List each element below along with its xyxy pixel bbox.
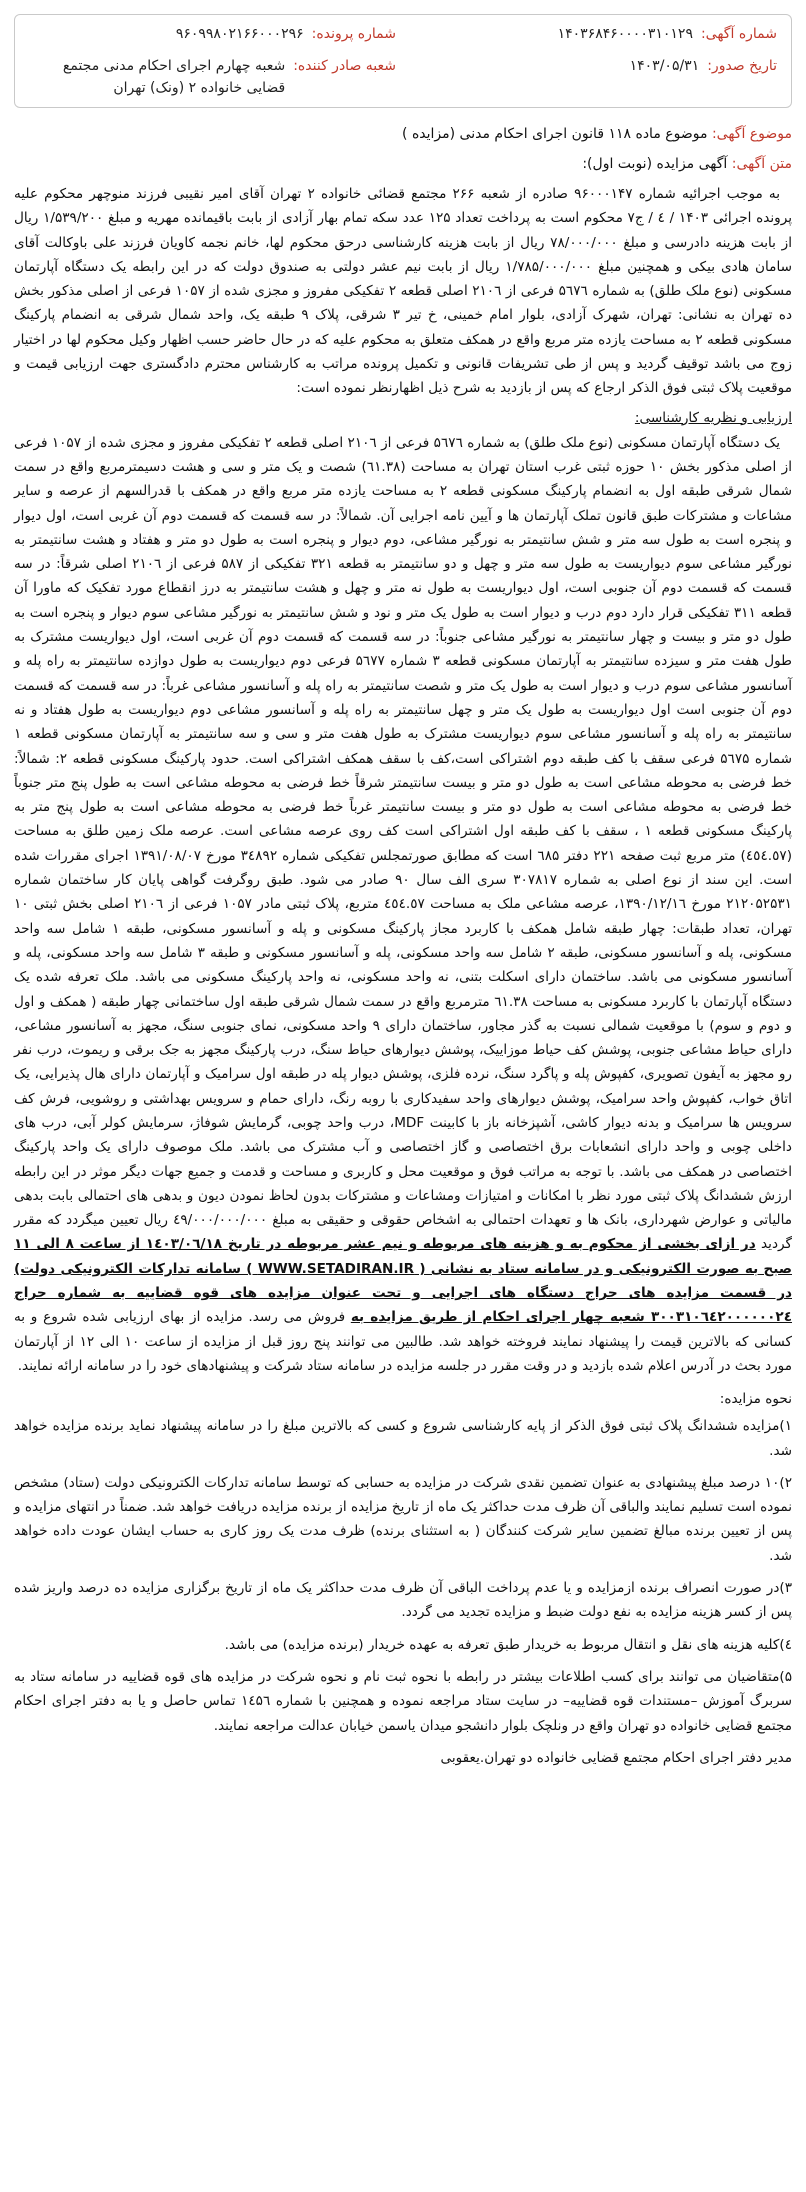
condition-item: ۲)۱۰ درصد مبلغ پیشنهادی به عنوان تضمین نقدی شرکت در مزایده به حسابی که توسط سامانه تدارکات الکترونیکی دولت (ستاد) مشخص نموده است تسلیم نمایند والباقی آن ظرف مدت حداکثر یک ماه از تاریخ مزایده از برنده مزایده دریافت خواهد شد. ضمناً در انتهای مزایده و پس از تعیین برنده مبالغ تضمین سایر شرکت کنندگان ( به استثنای برنده) ظرف مدت یک روز کاری به حساب ایشان عودت داده خواهد شد.	[14, 1474, 792, 1564]
signature-line: مدیر دفتر اجرای احکام مجتمع قضایی خانواده دو تهران.یعقوبی	[440, 1749, 792, 1766]
branch-cell	[29, 55, 396, 99]
notice-header	[14, 14, 792, 108]
appraisal-main-text: یک دستگاه آپارتمان مسکونی (نوع ملک طلق) به شماره ۵٦۷٦ فرعی از ۲۱۰٦ اصلی قطعه ۲ تفکیکی مفروز و مجزی شده از ۱۰۵۷ فرعی از اصلی مذکور بخش ۱۰ حوزه ثبتی غرب استان تهران به مساحت (٦۱.۳۸) شصت و یک متر و سی و هشت دسیمترمربع واقع در سمت شمال شرقی طبقه اول به انضمام پارکینگ مسکونی قطعه ۲ به مساحت یازده متر مربع واقع در همکف با قدرالسهم از عرصه و سایر مشاعات و مشترکات طبق قانون تملک آپارتمان ها و آیین نامه اجرایی آن. شمالاً: در سه قسمت که قسمت دوم آن غربی است، اول دیوار و پنجره است به طول سه متر و شش سانتیمتر به نورگیر مشاعی، دوم دیوار و پنجره است به طول دو متر و هفتاد و هشت سانتیمتر به نورگیر مشاعی سوم دیواریست به طول سه متر و چهل و دو سانتیمتر به قطعه ۳۲۱ تفکیکی از ۵۸۷ فرعی از ۲۱۰٦ اصلی شرقاً: در سه قسمت که قسمت دوم آن جنوبی است، اول دیواریست به طول نه متر و چهل و هشت سانتیمتر به درز انقطاع مورد تفکیک که ماورا آن قطعه ۳۱۱ تفکیکی قرار دارد دوم درب و دیوار است به طول یک متر و نود و شش سانتیمتر به نورگیر مشاعی سوم دیوار و پنجره است به طول دو متر و بیست و چهار سانتیمتر به نورگیر مشاعی جنوباً: در سه قسمت که قسمت دوم آن غربی است، اول دیواریست مشترک به طول هفت متر و سیزده سانتیمتر به آپارتمان مسکونی قطعه ۳ شماره ۵٦۷۷ فرعی دوم دیواریست به طول دوازده سانتیمتر به راه پله و آسانسور مشاعی سوم درب و دیوار است به طول یک متر و شصت سانتیمتر به راه پله و آسانسور مشاعی غرباً: در سه قسمت که قسمت دوم آن جنوبی است اول دیواریست به طول یک متر و چهل سانتیمتر به راه پله و آسانسور مشاعی دوم دیواریست به طول هفتاد و نه سانتیمتر به راه پله و آسانسور مشاعی سوم دیواریست مشترک به طول هفت متر و سی و سه سانتیمتر به آپارتمان مسکونی قطعه ۱ شماره ۵٦۷۵ فرعی سقف با کف طبقه دوم اشتراکی است،کف با سقف همکف اشتراکی است. حدود پارکینگ مسکونی قطعه ۲: شمالاً: خط فرضی به محوطه مشاعی است به طول دو متر و بیست سانتیمتر شرقاً خط فرضی به محوطه مشاعی است به طول پنج متر جنوباً خط فرضی به محوطه مشاعی است به طول دو متر و بیست سانتیمتر غرباً خط فرضی به محوطه مشاعی است به طول پنج متر به پارکینگ مسکونی قطعه ۱ ، سقف با کف طبقه اول اشتراکی است کف روی عرصه مشاعی است. عرصه ملک زمین طلق به مساحت (٤٥٤.٥۷) متر مربع ثبت صفحه ۲۲۱ دفتر ٦۸۵ است که مطابق صورتمجلس تفکیکی شماره ۳٤۸۹۲ مورخ ۱۳۹۱/۰۸/۰۷ اجرای مقررات شده است. این سند از نوع اصلی به شماره ۳۰۷۸۱۷ سری الف سال ۹۰ صادر می شود. طبق روگرفت گواهی پایان کار ساختمان شماره ۲۱۲۰۵۲۵۳۱ مورخ ۱۳۹۰/۱۲/۱٦، عرصه مشاعی ملک به مساحت ٤٥٤.٥۷ متربع، پلاک ثبتی مادر ۱۰۵۷ فرعی از ۲۱۰٦ اصلی بخش ثبتی ۱۰ تهران، تعداد طبقات: چهار طبقه شامل همکف با کاربرد مجاز پارکینگ مسکونی و پله و آسانسور مسکونی، طبقه ۱ شامل سه واحد مسکونی، پله و آسانسور مسکونی، طبقه ۲ شامل سه واحد مسکونی، پله و آسانسور مسکونی و طبقه ۳ شامل سه واحد مسکونی، پله و آسانسور مسکونی می باشد. ساختمان دارای اسکلت بتنی، نه واحد مسکونی، نه واحد پارکینگ مسکونی می باشد. ملک تعرفه شده یک دستگاه آپارتمان با کاربرد مسکونی به مساحت ٦۱.۳۸ مترمربع واقع در سمت شمال شرقی طبقه اول ساختمانی چهار طبقه ( همکف و اول و دوم و سوم) با موقعیت شمالی نسبت به گذر مجاور، ساختمان دارای ۹ واحد مسکونی، نمای جنوبی سنگ، مجهز به آسانسور مشاعی، دارای حیاط مشاعی جنوبی، پوشش کف حیاط موزاییک، پوشش دیوارهای حیاط سنگ، درب پارکینگ مجهز به جک برقی و ریموت، درب نفر رو مجهز به آیفون تصویری، کفپوش پله و پاگرد سنگ، نرده فلزی، پوشش دیوار پله در طبقه اول سرامیک و آپارتمان دارای هال پذیرایی، یک اتاق خواب، کفپوش واحد سرامیک، پوشش دیوارهای واحد سفیدکاری با روبه رنگ، دارای حمام و سرویس بهداشتی و روشویی، فرش کف سرویس ها سرامیک و بدنه دیوار کاشی، آشپزخانه باز با کابینت MDF، درب واحد چوبی، گرمایش شوفاژ، سرمایش کولر آبی، درب های داخلی چوبی و واحد دارای انشعابات برق اختصاصی و گاز اختصاصی و آب مشترک می باشد. ملک موصوف دارای یک واحد پارکینگ اختصاصی در همکف می باشد. با توجه به مراتب فوق و موقعیت محل و کاربری و مساحت و قدمت و جمیع جهات دیگر موثر در این رابطه ارزش ششدانگ پلاک ثبتی مورد نظر با امکانات و امتیازات ومشاعات و مشترکات بدون لحاظ نمودن دیون و بدهی های احتمالی بابت بدهی مالیاتی و عوارض شهرداری، بانک ها و تعهدات احتمالی به اشخاص حقوقی و حقیقی به مبلغ ٤۹/۰۰۰/۰۰۰/۰۰۰ ریال تعیین میگردد که مقرر گردید	[14, 434, 793, 1253]
condition-item: ۱)مزایده ششدانگ پلاک ثبتی فوق الذکر از پایه کارشناسی شروع و کسی که بالاترین مبلغ را در سامانه پیشنهاد نماید برنده مزایده خواهد شد.	[14, 1418, 792, 1459]
auction-highlight: در ازای بخشی از محکوم به و هزینه های مربوطه و نیم عشر مربوطه در تاریخ ۱٤۰۳/۰٦/۱۸ از ساعت ۸ الی ۱۱ صبح به صورت الکترونیکی و در سامانه ستاد به نشانی ( WWW.SETADIRAN.IR ) سامانه تدارکات الکترونیکی دولت) در قسمت مزایده های حراج دستگاه های اجرایی و تحت عنوان مزایده های قوه قضاییه به شماره حراج ۳۰۰۳۱۰٦٤۲۰۰۰۰۰۰۲٤ شعبه چهار اجرای احکام از طریق مزایده به	[14, 1236, 792, 1326]
ad-number-label: شماره آگهی:	[700, 26, 777, 42]
text-title: آگهی مزایده (نوبت اول):	[582, 156, 728, 172]
appraisal-paragraph	[14, 431, 792, 1379]
case-number-cell	[29, 23, 396, 45]
case-number: ۹۶۰۹۹۸۰۲۱۶۶۰۰۰۲۹۶	[175, 26, 304, 42]
subject-value: موضوع ماده ۱۱۸ قانون اجرای احکام مدنی (مزایده )	[402, 126, 708, 142]
intro-paragraph: به موجب اجرائیه شماره ۹۶۰۰۰۱۴۷ صادره از شعبه ۲۶۶ مجتمع قضائی خانواده ۲ تهران آقای امیر نقیبی فرزند منوچهر محکوم علیه پرونده اجرائی ۱۴۰۳ / ٤ / ج۷ محکوم است به پرداخت تعداد ۱۲۵ عدد سکه تمام بهار آزادی از بابت باقیمانده مهریه و مبلغ ۱/۵۳۹/۲۰۰ ریال از بابت هزینه دادرسی و مبلغ ۷۸/۰۰۰/۰۰۰ ریال از بابت هزینه کارشناسی درحق محکوم لها، خانم نجمه کاویان فرزند علی باوکالت آقای سامان هادی بیکی و همچنین مبلغ ۱/۷۸۵/۰۰۰/۰۰۰ ریال از بابت نیم عشر دولتی به صندوق دولت که در این رابطه یک دستگاه آپارتمان مسکونی (نوع ملک طلق) به شماره ۵٦۷٦ فرعی از ۲۱۰٦ اصلی قطعه ۲ تفکیکی مفروز و مجزی شده از ۱۰۵۷ فرعی از اصلی مذکور بخش ده تهران به نشانی: تهران، شهرک آزادی، بلوار امام خمینی، خ تیر ۳ شرقی، پلاک ۹ طبقه یک، واحد شمال شرقی به انضمام پارکینگ مسکونی قطعه ۲ به مساحت یازده متر مربع واقع در همکف متعلق به محکوم علیه که در حال حاضر حسب اظهار وکیل محکوم لها در اختیار زوج می باشد توقیف گردید و پس از طی تشریفات قانونی و تکمیل پرونده مراتب به کارشناس محترم دادگستری جهت ارزیابی قیمت و موقعیت پلاک ثبتی فوق الذکر ارجاع که پس از بازدید به شرح ذیل اظهارنظر نموده است:	[14, 186, 793, 397]
issue-date-label: تاریخ صدور:	[707, 58, 777, 74]
subject-label: موضوع آگهی:	[711, 126, 792, 142]
issue-date: ۱۴۰۳/۰۵/۳۱	[629, 58, 700, 74]
text-label: متن آگهی:	[731, 156, 792, 172]
condition-item: ٤)کلیه هزینه های نقل و انتقال مربوط به خریدار طبق تعرفه به عهده خریدار (برنده مزایده) می باشد.	[224, 1636, 792, 1653]
conditions-title: نحوه مزایده:	[719, 1391, 792, 1408]
condition-item: ۳)در صورت انصراف برنده ازمزایده و یا عدم پرداخت الباقی آن ظرف مدت حداکثر یک ماه از تاریخ برگزاری مزایده ده درصد واریز شده پس از کسر هزینه مزایده به نفع دولت ضبط و مزایده تجدید می گردد.	[14, 1580, 792, 1621]
ad-number-cell	[410, 23, 777, 45]
auction-tail-text: فروش می رسد. مزایده از بهای ارزیابی شده شروع و به کسانی که بالاترین قیمت را پیشنهاد نمایند فروخته خواهد شد. طالبین می توانند پنج روز قبل از مزایده از ساعت ۱۰ الی ۱۲ از آپارتمان مورد بحث در آدرس اعلام شده بازدید و در وقت مقرر در جلسه مزایده در سامانه ستاد شرکت و پیشنهادهای خود را در سامانه ارائه نمایند.	[14, 1309, 792, 1374]
appraisal-heading: ارزیابی و نظریه کارشناسی:	[634, 409, 792, 426]
case-number-label: شماره پرونده:	[311, 26, 396, 42]
issue-date-cell	[410, 55, 777, 99]
ad-number: ۱۴۰۳۶۸۴۶۰۰۰۰۳۱۰۱۲۹	[557, 26, 693, 42]
text-label-line	[14, 152, 792, 176]
branch-label: شعبه صادر کننده:	[293, 58, 396, 74]
subject-line	[14, 122, 792, 146]
condition-item: ۵)متقاضیان می توانند برای کسب اطلاعات بیشتر در رابطه با نحوه ثبت نام و نحوه شرکت در مزایده های قوه قضاییه در سامانه ستاد به سربرگ آموزش –مستندات قوه قضاییه– در سایت ستاد مراجعه نموده و همچنین با شماره ۱٤۵٦ تماس حاصل و یا به دفتر اجرای احکام مجتمع قضایی خانواده دو تهران واقع در ونلچک بلوار دانشجو میدان یاسمن خیابان عدالت مراجعه نمایند.	[14, 1668, 793, 1734]
branch-name: شعبه چهارم اجرای احکام مدنی مجتمع قضایی خانواده ۲ (ونک) تهران	[62, 58, 286, 96]
